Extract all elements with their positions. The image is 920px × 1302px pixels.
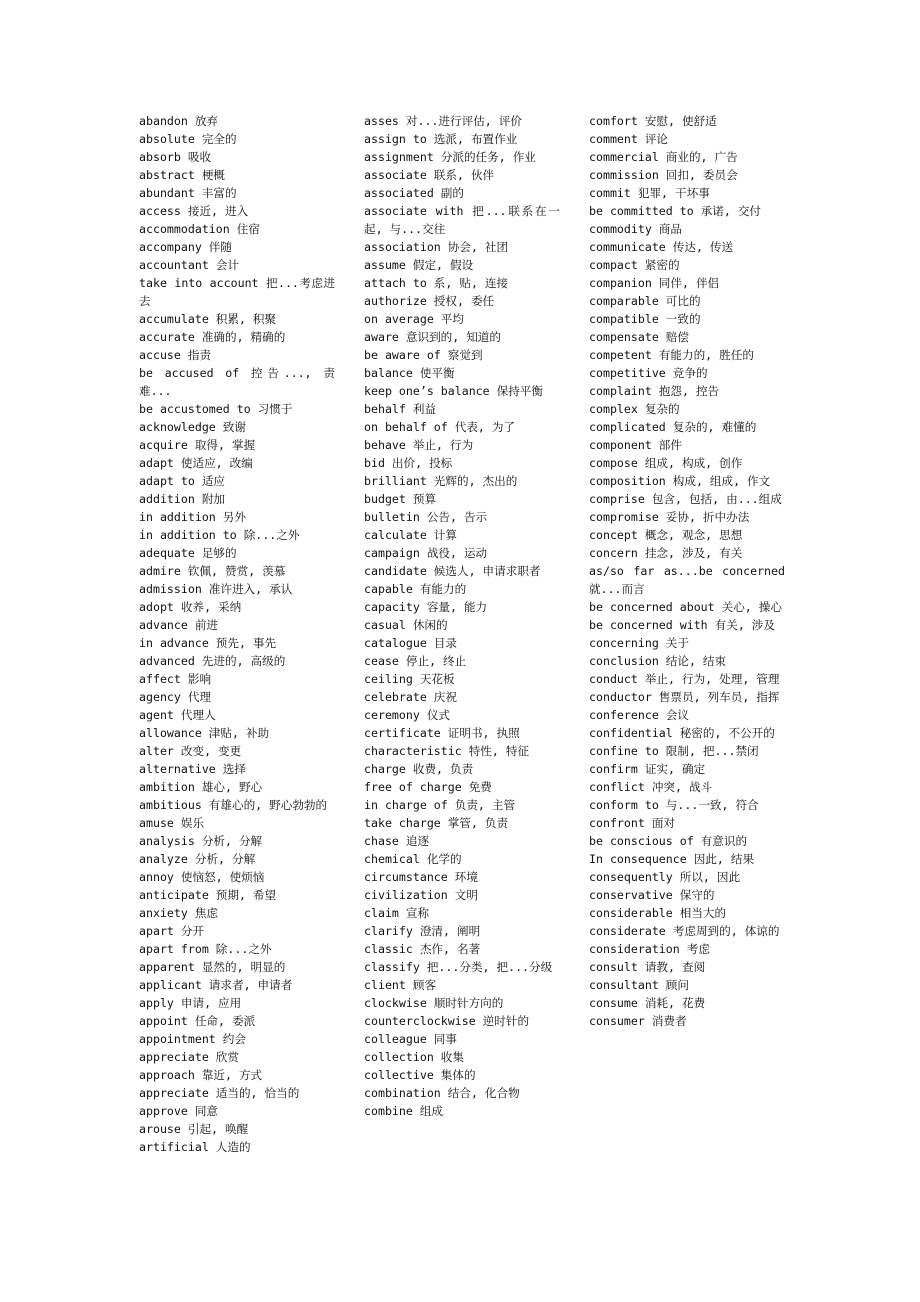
- vocab-entry: chemical 化学的: [364, 852, 462, 866]
- vocab-entry: complex 复杂的: [589, 402, 680, 416]
- vocab-entry: be accustomed to 习惯于: [139, 402, 293, 416]
- vocab-entry: component 部件: [589, 438, 682, 452]
- vocab-entry: confine to 限制, 把...禁闭: [589, 744, 759, 758]
- vocab-entry: competent 有能力的, 胜任的: [589, 348, 754, 362]
- vocab-entry: classic 杰作, 名著: [364, 942, 481, 956]
- vocab-entry: accommodation 住宿: [139, 222, 260, 236]
- vocab-entry: characteristic 特性, 特征: [364, 744, 530, 758]
- vocab-entry: attach to 系, 贴, 连接: [364, 276, 509, 290]
- vocab-entry: confront 面对: [589, 816, 676, 830]
- vocab-entry: aware 意识到的, 知道的: [364, 330, 501, 344]
- vocab-entry: claim 宣称: [364, 906, 430, 920]
- vocab-entry: be accused of 控告..., 责难...: [139, 366, 335, 398]
- vocab-entry: adapt to 适应: [139, 474, 226, 488]
- vocab-entry: in charge of 负责, 主管: [364, 798, 516, 812]
- vocab-entry: concern 挂念, 涉及, 有关: [589, 546, 743, 560]
- vocab-entry: associate 联系, 伙伴: [364, 168, 495, 182]
- vocab-entry: consequently 所以, 因此: [589, 870, 741, 884]
- vocab-entry: apart 分开: [139, 924, 205, 938]
- vocab-entry: calculate 计算: [364, 528, 457, 542]
- vocab-entry: catalogue 目录: [364, 636, 457, 650]
- vocab-entry: celebrate 庆祝: [364, 690, 457, 704]
- vocab-entry: ambitious 有雄心的, 野心勃勃的: [139, 798, 328, 812]
- vocab-entry: conflict 冲突, 战斗: [589, 780, 713, 794]
- vocab-entry: casual 休闲的: [364, 618, 448, 632]
- vocab-entry: conservative 保守的: [589, 888, 715, 902]
- vocab-entry: anticipate 预期, 希望: [139, 888, 277, 902]
- vocab-entry: consult 请教, 查阅: [589, 960, 706, 974]
- vocab-entry: campaign 战役, 运动: [364, 546, 488, 560]
- vocab-entry: analysis 分析, 分解: [139, 834, 263, 848]
- vocab-entry: commission 回扣, 委员会: [589, 168, 738, 182]
- vocab-entry: composition 构成, 组成, 作文: [589, 474, 771, 488]
- vocab-entry: civilization 文明: [364, 888, 478, 902]
- vocab-entry: accountant 会计: [139, 258, 239, 272]
- vocab-entry: agency 代理: [139, 690, 212, 704]
- vocab-entry: confidential 秘密的, 不公开的: [589, 726, 775, 740]
- vocab-entry: commodity 商品: [589, 222, 682, 236]
- vocab-entry: take into account 把...考虑进去: [139, 276, 335, 308]
- vocab-entry: consume 消耗, 花费: [589, 996, 706, 1010]
- vocab-entry: assume 假定, 假设: [364, 258, 474, 272]
- vocab-entry: approve 同意: [139, 1104, 219, 1118]
- vocab-entry: appointment 约会: [139, 1032, 246, 1046]
- vocab-entry: admission 准许进入, 承认: [139, 582, 293, 596]
- vocab-entry: keep one’s balance 保持平衡: [364, 384, 543, 398]
- vocab-entry: compatible 一致的: [589, 312, 701, 326]
- vocab-entry: compact 紧密的: [589, 258, 680, 272]
- vocab-entry: conduct 举止, 行为, 处理, 管理: [589, 672, 780, 686]
- vocab-entry: arouse 引起, 唤醒: [139, 1122, 249, 1136]
- vocab-entry: be conscious of 有意识的: [589, 834, 748, 848]
- vocab-entry: agent 代理人: [139, 708, 216, 722]
- vocab-entry: adequate 足够的: [139, 546, 237, 560]
- vocab-entry: concept 概念, 观念, 思想: [589, 528, 743, 542]
- vocab-entry: anxiety 焦虑: [139, 906, 219, 920]
- vocab-entry: apparent 显然的, 明显的: [139, 960, 286, 974]
- vocab-entry: free of charge 免费: [364, 780, 492, 794]
- vocab-entry: addition 附加: [139, 492, 226, 506]
- vocab-entry: comment 评论: [589, 132, 669, 146]
- vocab-entry: combination 结合, 化合物: [364, 1086, 520, 1100]
- vocab-entry: commit 犯罪, 干坏事: [589, 186, 710, 200]
- vocab-entry: In consequence 因此, 结果: [589, 852, 755, 866]
- vocab-entry: abstract 梗概: [139, 168, 226, 182]
- vocab-entry: in advance 预先, 事先: [139, 636, 277, 650]
- vocab-entry: be concerned with 有关, 涉及: [589, 618, 775, 632]
- vocab-entry: ceremony 仪式: [364, 708, 451, 722]
- vocab-column-3: [589, 112, 785, 1030]
- vocab-entry: annoy 使恼怒, 使烦恼: [139, 870, 265, 884]
- vocab-entry: authorize 授权, 委任: [364, 294, 495, 308]
- vocab-entry: commercial 商业的, 广告: [589, 150, 738, 164]
- vocab-entry: concerning 关于: [589, 636, 689, 650]
- vocab-entry: collective 集体的: [364, 1068, 476, 1082]
- vocab-entry: on average 平均: [364, 312, 464, 326]
- vocab-entry: appreciate 适当的, 恰当的: [139, 1086, 300, 1100]
- vocab-entry: counterclockwise 逆时针的: [364, 1014, 530, 1028]
- vocab-entry: brilliant 光辉的, 杰出的: [364, 474, 518, 488]
- vocab-entry: capable 有能力的: [364, 582, 467, 596]
- vocab-entry: associated 副的: [364, 186, 464, 200]
- vocab-entry: conductor 售票员, 列车员, 指挥: [589, 690, 780, 704]
- vocab-entry: charge 收费, 负责: [364, 762, 474, 776]
- vocab-entry: combine 组成: [364, 1104, 444, 1118]
- vocab-entry: conclusion 结论, 结束: [589, 654, 727, 668]
- vocab-entry: budget 预算: [364, 492, 437, 506]
- vocab-entry: compensate 赔偿: [589, 330, 689, 344]
- vocab-entry: take charge 掌管, 负责: [364, 816, 509, 830]
- vocab-entry: amuse 娱乐: [139, 816, 205, 830]
- vocab-entry: communicate 传达, 传送: [589, 240, 734, 254]
- vocab-entry: colleague 同事: [364, 1032, 457, 1046]
- vocab-entry: classify 把...分类, 把...分级: [364, 960, 553, 974]
- vocab-entry: on behalf of 代表, 为了: [364, 420, 516, 434]
- vocab-entry: access 接近, 进入: [139, 204, 249, 218]
- vocab-entry: analyze 分析, 分解: [139, 852, 256, 866]
- vocab-entry: absolute 完全的: [139, 132, 237, 146]
- vocab-entry: appreciate 欣赏: [139, 1050, 239, 1064]
- vocab-entry: acquire 取得, 掌握: [139, 438, 256, 452]
- vocab-entry: cease 停止, 终止: [364, 654, 467, 668]
- vocab-entry: acknowledge 致谢: [139, 420, 246, 434]
- vocab-entry: adapt 使适应, 改编: [139, 456, 253, 470]
- vocab-entry: abandon 放弃: [139, 114, 219, 128]
- vocab-entry: apply 申请, 应用: [139, 996, 242, 1010]
- vocab-entry: alter 改变, 变更: [139, 744, 242, 758]
- vocab-entry: be committed to 承诺, 交付: [589, 204, 762, 218]
- vocab-entry: consumer 消费者: [589, 1014, 687, 1028]
- vocab-entry: adopt 收养, 采纳: [139, 600, 242, 614]
- vocab-entry: admire 钦佩, 赞赏, 羡慕: [139, 564, 286, 578]
- vocab-entry: considerate 考虑周到的, 体谅的: [589, 924, 780, 938]
- vocab-entry: applicant 请求者, 申请者: [139, 978, 293, 992]
- vocab-entry: collection 收集: [364, 1050, 464, 1064]
- vocab-entry: consideration 考虑: [589, 942, 710, 956]
- vocab-entry: confirm 证实, 确定: [589, 762, 706, 776]
- vocab-entry: appoint 任命, 委派: [139, 1014, 256, 1028]
- vocab-entry: comfort 安慰, 使舒适: [589, 114, 717, 128]
- vocab-entry: considerable 相当大的: [589, 906, 727, 920]
- vocab-column-2: [364, 112, 560, 1120]
- vocab-entry: candidate 候选人, 申请求职者: [364, 564, 541, 578]
- vocab-entry: compose 组成, 构成, 创作: [589, 456, 743, 470]
- vocab-entry: companion 同伴, 伴侣: [589, 276, 720, 290]
- vocab-entry: clockwise 顺时针方向的: [364, 996, 504, 1010]
- vocab-entry: behalf 利益: [364, 402, 437, 416]
- vocab-entry: apart from 除...之外: [139, 942, 272, 956]
- vocab-entry: as/so far as...be concerned 就...而言: [589, 564, 785, 596]
- vocab-entry: conference 会议: [589, 708, 689, 722]
- vocab-entry: ceiling 天花板: [364, 672, 455, 686]
- vocab-entry: chase 追逐: [364, 834, 430, 848]
- vocab-entry: bid 出价, 投标: [364, 456, 453, 470]
- vocab-entry: association 协会, 社团: [364, 240, 509, 254]
- vocab-entry: assignment 分派的任务, 作业: [364, 150, 536, 164]
- vocab-entry: in addition 另外: [139, 510, 246, 524]
- vocab-entry: comprise 包含, 包括, 由...组成: [589, 492, 782, 506]
- vocab-entry: capacity 容量, 能力: [364, 600, 488, 614]
- vocab-entry: advanced 先进的, 高级的: [139, 654, 286, 668]
- vocab-entry: compromise 妥协, 折中办法: [589, 510, 750, 524]
- vocab-entry: abundant 丰富的: [139, 186, 237, 200]
- vocab-entry: alternative 选择: [139, 762, 246, 776]
- vocab-entry: assign to 选派, 布置作业: [364, 132, 518, 146]
- vocab-entry: conform to 与...一致, 符合: [589, 798, 759, 812]
- vocab-entry: artificial 人造的: [139, 1140, 251, 1154]
- vocab-entry: circumstance 环境: [364, 870, 478, 884]
- vocab-column-1: [139, 112, 335, 1156]
- vocab-entry: behave 举止, 行为: [364, 438, 474, 452]
- vocab-entry: affect 影响: [139, 672, 212, 686]
- vocab-entry: accumulate 积累, 积聚: [139, 312, 277, 326]
- vocab-entry: absorb 吸收: [139, 150, 212, 164]
- vocab-entry: certificate 证明书, 执照: [364, 726, 520, 740]
- vocab-entry: competitive 竞争的: [589, 366, 708, 380]
- vocab-entry: consultant 顾问: [589, 978, 689, 992]
- vocab-entry: approach 靠近, 方式: [139, 1068, 263, 1082]
- vocab-entry: be concerned about 关心, 操心: [589, 600, 782, 614]
- vocab-entry: complaint 抱怨, 控告: [589, 384, 720, 398]
- vocab-entry: accompany 伴随: [139, 240, 232, 254]
- vocab-entry: asses 对...进行评估, 评价: [364, 114, 522, 128]
- vocab-entry: comparable 可比的: [589, 294, 701, 308]
- vocab-entry: allowance 津贴, 补助: [139, 726, 270, 740]
- vocab-entry: advance 前进: [139, 618, 219, 632]
- vocab-entry: complicated 复杂的, 难懂的: [589, 420, 757, 434]
- vocab-entry: be aware of 察觉到: [364, 348, 483, 362]
- vocab-entry: balance 使平衡: [364, 366, 455, 380]
- vocab-entry: associate with 把...联系在一起, 与...交往: [364, 204, 560, 236]
- vocab-entry: ambition 雄心, 野心: [139, 780, 263, 794]
- vocab-entry: accuse 指责: [139, 348, 212, 362]
- vocab-entry: accurate 准确的, 精确的: [139, 330, 286, 344]
- vocab-entry: in addition to 除...之外: [139, 528, 300, 542]
- vocab-entry: client 顾客: [364, 978, 437, 992]
- vocab-entry: clarify 澄清, 阐明: [364, 924, 481, 938]
- vocab-entry: bulletin 公告, 告示: [364, 510, 488, 524]
